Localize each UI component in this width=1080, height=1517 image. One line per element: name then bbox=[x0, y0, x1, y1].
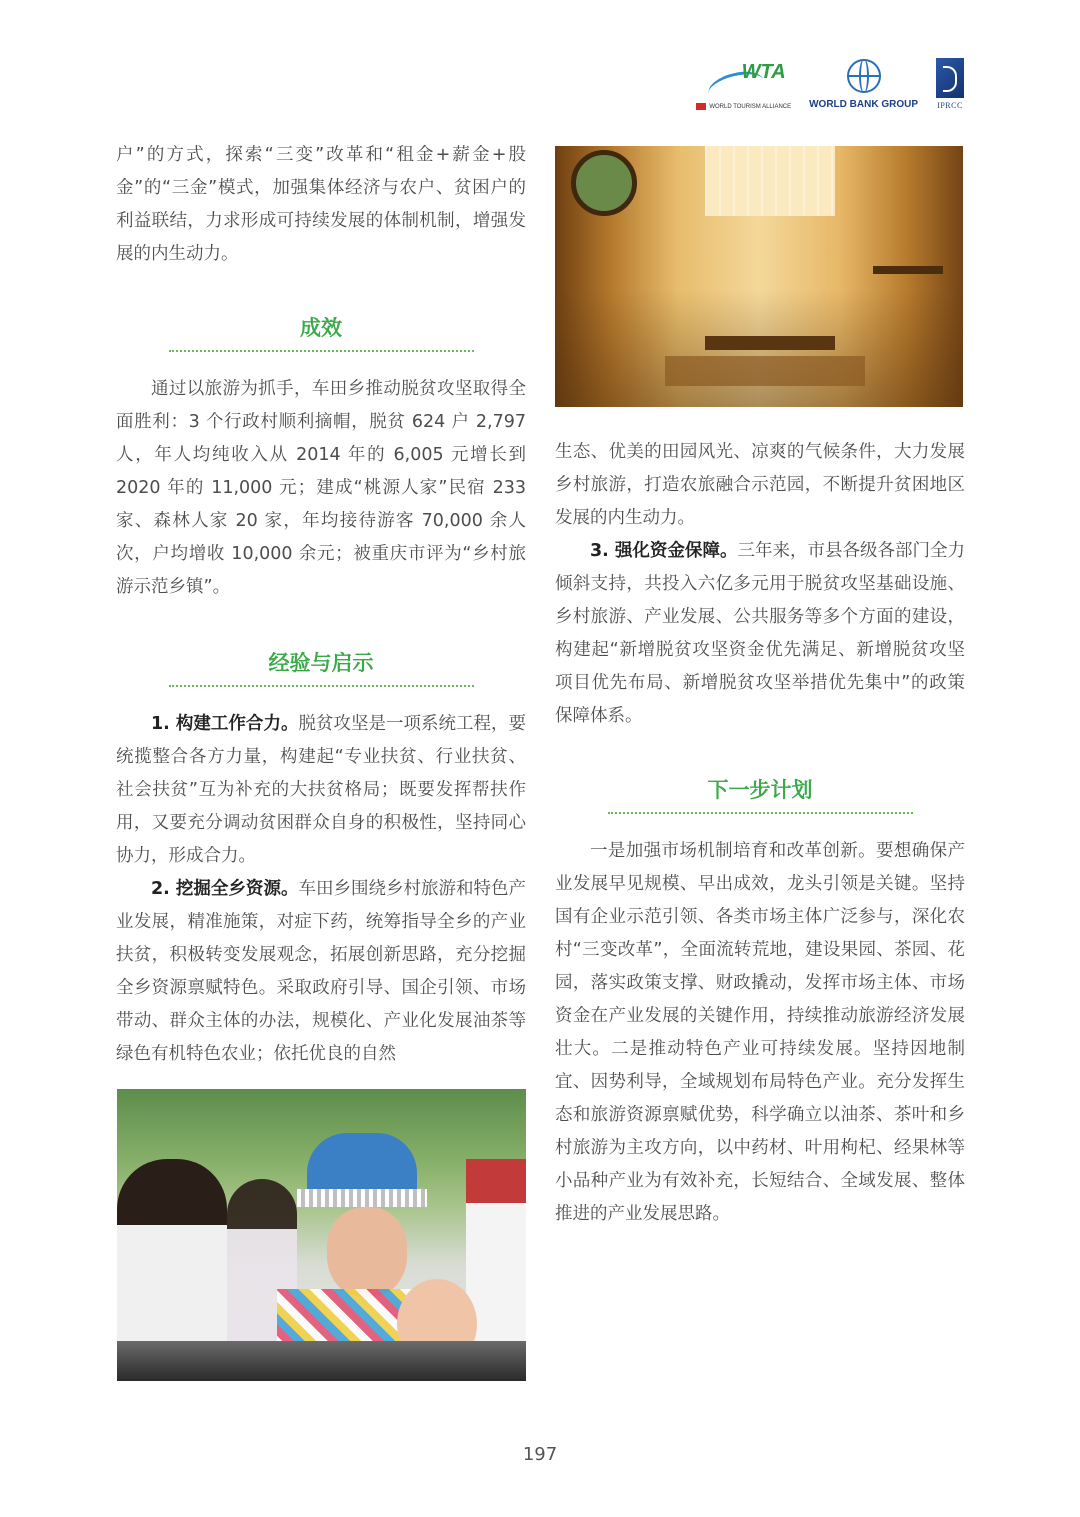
wta-logo-text: WTA bbox=[741, 61, 786, 83]
lesson-1-body: 脱贫攻坚是一项系统工程，要统揽整合各方力量，构建起“专业扶贫、行业扶贫、社会扶贫”互为补充的大扶贫格局；既要发挥帮扶作用，又要充分调动贫困群众自身的积极性，坚持同心协力，形成合力。 bbox=[116, 714, 526, 866]
page-number: 197 bbox=[522, 1444, 558, 1465]
results-section-heading bbox=[116, 312, 526, 352]
lesson-3-title: 3. 强化资金保障。 bbox=[590, 541, 738, 561]
dotted-divider bbox=[169, 685, 474, 687]
lesson-2-paragraph bbox=[116, 873, 526, 1071]
world-bank-logo-text: WORLD BANK GROUP bbox=[809, 99, 918, 110]
wta-logo-subtext: WORLD TOURISM ALLIANCE bbox=[709, 103, 792, 110]
next-steps-section-heading bbox=[555, 774, 965, 814]
lesson-2-title: 2. 挖掘全乡资源。 bbox=[151, 879, 299, 899]
lesson-3-paragraph bbox=[555, 535, 965, 733]
section-title-next-steps: 下一步计划 bbox=[707, 778, 813, 802]
photo-wooden-dining-room bbox=[555, 146, 963, 407]
continued-paragraph: 生态、优美的田园风光、凉爽的气候条件，大力发展乡村旅游，打造农旅融合示范园，不断提升贫困地区发展的内生动力。 bbox=[555, 442, 965, 528]
right-column bbox=[555, 436, 965, 1231]
wta-red-flag-icon bbox=[696, 103, 706, 110]
intro-paragraph: 户”的方式，探索“三变”改革和“租金+薪金+股金”的“三金”模式，加强集体经济与农户、贫困户的利益联结，力求形成可持续发展的体制机制，增强发展的内生动力。 bbox=[116, 145, 526, 264]
lesson-1-paragraph bbox=[116, 708, 526, 873]
results-paragraph: 通过以旅游为抓手，车田乡推动脱贫攻坚取得全面胜利：3 个行政村顺利摘帽，脱贫 624 户 2,797 人，年人均纯收入从 2014 年的 6,005 元增长到 2020 年的 11,000 元；建成“桃源人家”民宿 233 家、森林人家 20 家，年均接待游客 70,000 余人次，户均增收 10,000 余元；被重庆市评为“乡村旅游示范乡镇”。 bbox=[116, 379, 526, 597]
dotted-divider bbox=[608, 812, 913, 814]
dotted-divider bbox=[169, 350, 474, 352]
header-logos bbox=[696, 58, 964, 110]
section-title-results: 成效 bbox=[300, 316, 342, 340]
wta-logo bbox=[696, 59, 791, 110]
next-steps-paragraph: 一是加强市场机制培育和改革创新。要想确保产业发展早见规模、早出成效，龙头引领是关键。坚持国有企业示范引领、各类市场主体广泛参与，深化农村“三变改革”，全面流转荒地，建设果园、茶园、花园，落实政策支撑、财政撬动，发挥市场主体、市场资金在产业发展的关键作用，持续推动旅游经济发展壮大。二是推动特色产业可持续发展。坚持因地制宜、因势利导，全域规划布局特色产业。充分发挥生态和旅游资源禀赋优势，科学确立以油茶、茶叶和乡村旅游为主攻方向，以中药材、叶用枸杞、经果林等小品种产业为有效补充，长短结合、全域发展、整体推进的产业发展思路。 bbox=[555, 841, 965, 1224]
iprcc-logo-text: IPRCC bbox=[937, 101, 963, 110]
globe-icon bbox=[847, 59, 881, 93]
lesson-1-title: 1. 构建工作合力。 bbox=[151, 714, 299, 734]
photo-women-embroidery bbox=[117, 1089, 526, 1381]
iprcc-emblem-icon bbox=[936, 58, 964, 98]
left-column bbox=[116, 139, 526, 1071]
lessons-section-heading bbox=[116, 647, 526, 687]
lesson-3-body: 三年来，市县各级各部门全力倾斜支持，共投入六亿多元用于脱贫攻坚基础设施、乡村旅游、产业发展、公共服务等多个方面的建设，构建起“新增脱贫攻坚资金优先满足、新增脱贫攻坚项目优先布局、新增脱贫攻坚举措优先集中”的政策保障体系。 bbox=[555, 541, 965, 726]
world-bank-logo bbox=[809, 59, 918, 110]
iprcc-logo bbox=[936, 58, 964, 110]
lesson-2-body: 车田乡围绕乡村旅游和特色产业发展，精准施策，对症下药，统筹指导全乡的产业扶贫，积极转变发展观念，拓展创新思路，充分挖掘全乡资源禀赋特色。采取政府引导、国企引领、市场带动、群众主体的办法，规模化、产业化发展油茶等绿色有机特色农业；依托优良的自然 bbox=[116, 879, 526, 1064]
wta-logo-mark bbox=[698, 59, 790, 101]
section-title-lessons: 经验与启示 bbox=[268, 651, 374, 675]
